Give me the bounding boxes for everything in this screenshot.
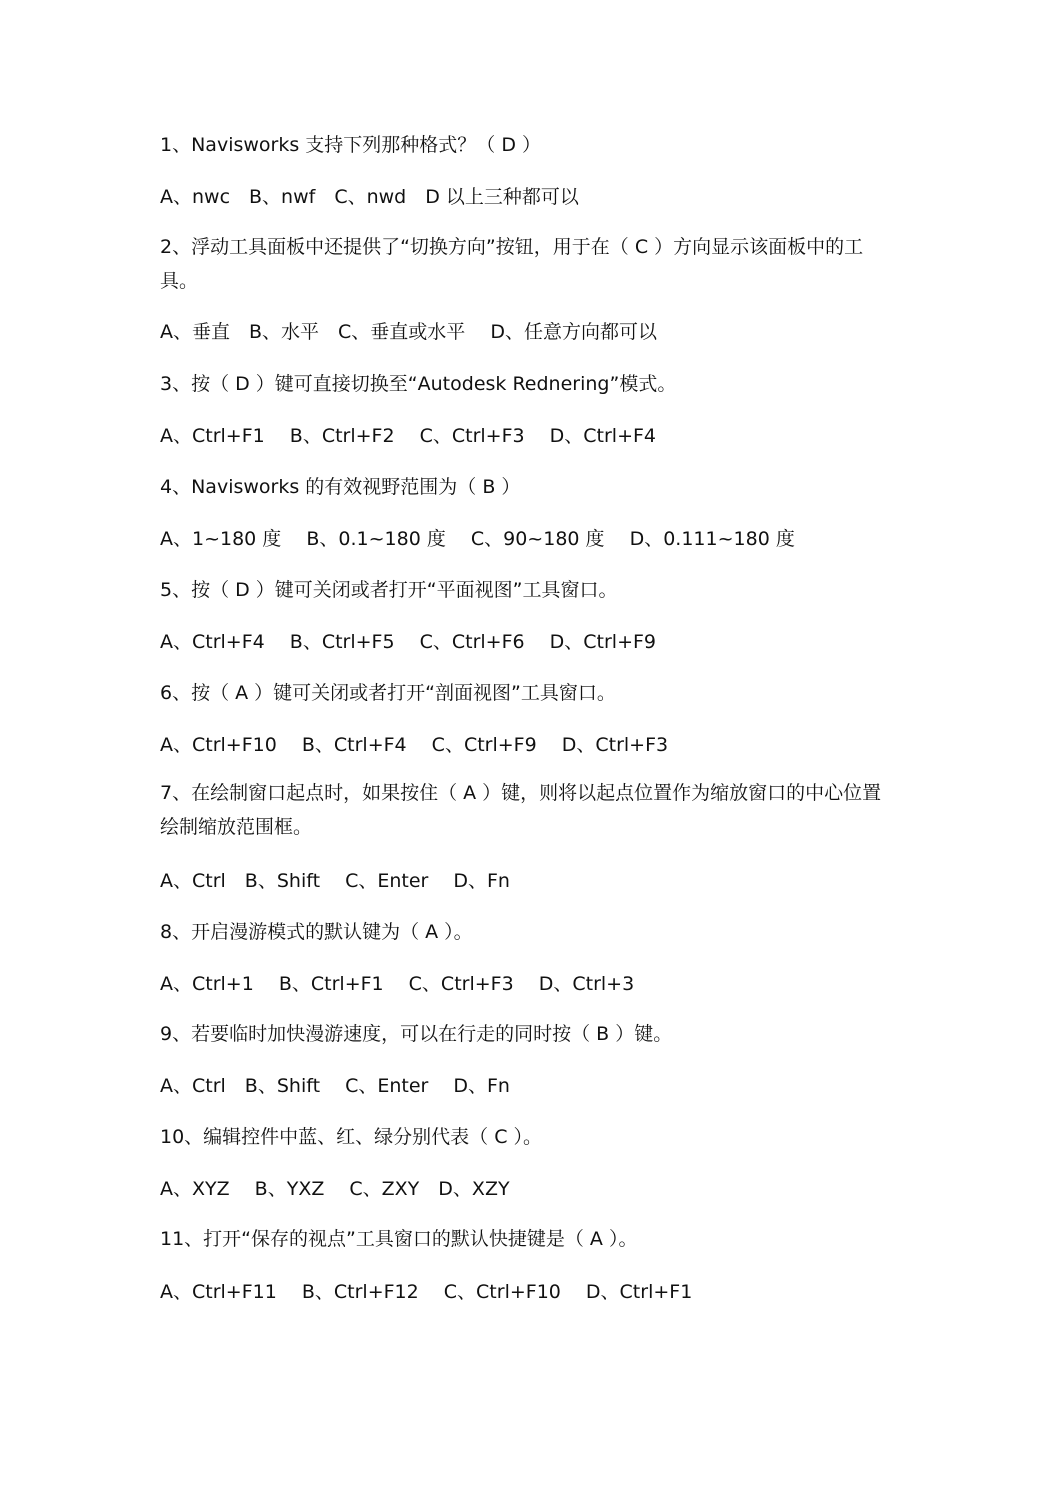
question-9: 9、若要临时加快漫游速度，可以在行走的同时按（ B ）键。	[160, 1023, 673, 1045]
options-9: A、Ctrl B、Shift C、Enter D、Fn	[160, 1075, 510, 1097]
options-1: A、nwc B、nwf C、nwd D 以上三种都可以	[160, 186, 579, 208]
question-8: 8、开启漫游模式的默认键为（ A ）。	[160, 921, 473, 943]
options-7: A、Ctrl B、Shift C、Enter D、Fn	[160, 870, 510, 892]
options-2: A、垂直 B、水平 C、垂直或水平 D、任意方向都可以	[160, 321, 657, 343]
question-1: 1、Navisworks 支持下列那种格式？（ D ）	[160, 134, 541, 156]
options-3: A、Ctrl+F1 B、Ctrl+F2 C、Ctrl+F3 D、Ctrl+F4	[160, 425, 657, 447]
options-4: A、1~180 度 B、0.1~180 度 C、90~180 度 D、0.111~180 度	[160, 528, 795, 550]
question-10: 10、编辑控件中蓝、红、绿分别代表（ C ）。	[160, 1126, 543, 1148]
question-4: 4、Navisworks 的有效视野范围为（ B ）	[160, 476, 521, 498]
question-6: 6、按（ A ）键可关闭或者打开“剖面视图”工具窗口。	[160, 682, 616, 704]
options-5: A、Ctrl+F4 B、Ctrl+F5 C、Ctrl+F6 D、Ctrl+F9	[160, 631, 657, 653]
options-10: A、XYZ B、YXZ C、ZXY D、XZY	[160, 1178, 510, 1200]
question-7: 7、在绘制窗口起点时，如果按住（ A ）键，则将以起点位置作为缩放窗口的中心位置绘制缩放范围框。	[160, 782, 882, 838]
question-5: 5、按（ D ）键可关闭或者打开“平面视图”工具窗口。	[160, 579, 618, 601]
question-11: 11、打开“保存的视点”工具窗口的默认快捷键是（ A ）。	[160, 1228, 638, 1250]
options-11: A、Ctrl+F11 B、Ctrl+F12 C、Ctrl+F10 D、Ctrl+F1	[160, 1281, 693, 1303]
question-3: 3、按（ D ）键可直接切换至“Autodesk Rednering”模式。	[160, 373, 677, 395]
options-6: A、Ctrl+F10 B、Ctrl+F4 C、Ctrl+F9 D、Ctrl+F3	[160, 734, 669, 756]
options-8: A、Ctrl+1 B、Ctrl+F1 C、Ctrl+F3 D、Ctrl+3	[160, 973, 635, 995]
question-2: 2、浮动工具面板中还提供了“切换方向”按钮，用于在（ C ）方向显示该面板中的工具。	[160, 236, 864, 292]
